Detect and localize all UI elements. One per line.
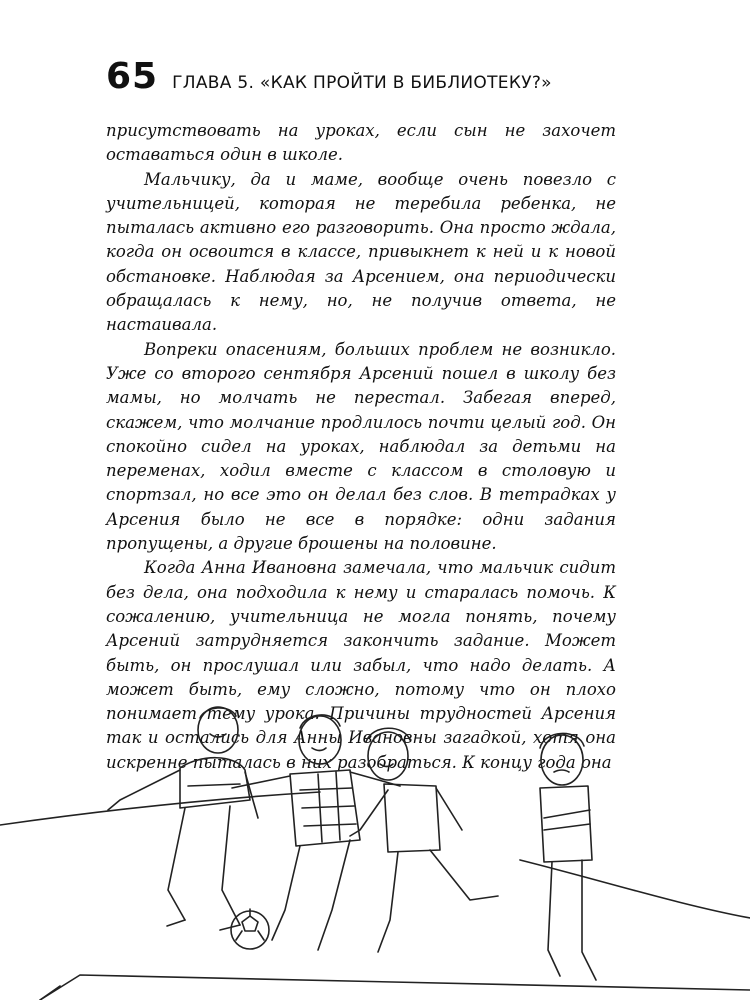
- bench-edge: [40, 986, 60, 1000]
- paragraph: присутствовать на уроках, если сын не захочет оставаться один в школе.: [106, 121, 616, 165]
- boy-center: [232, 715, 400, 950]
- page-number: 65: [106, 56, 159, 97]
- floor-line: [0, 792, 320, 825]
- body-text: [106, 119, 616, 775]
- paragraph: Когда Анна Ивановна замечала, что мальчик сидит без дела, она подходила к нему и старалась помочь. К сожалению, учительница не могла понять, почему Арсений затрудняется закончить задание. Может быть, он прослушал или забыл, что надо делать. А может быть, ему сложно, потому что он плохо понимает тему урока. Причины трудностей Арсения так и остались для Анны Ивановны загадкой, хотя она искренне пыталась в них разобраться. К концу года она: [106, 558, 616, 772]
- bench: [40, 975, 750, 1000]
- chapter-title: ГЛАВА 5. «КАК ПРОЙТИ В БИБЛИОТЕКУ?»: [172, 73, 552, 93]
- page-header: [106, 56, 552, 97]
- boy-running: [350, 728, 498, 952]
- floor-line: [520, 860, 750, 918]
- boy-left: [108, 707, 258, 930]
- illustration-boys-playing-football: [0, 690, 750, 1000]
- paragraph: Вопреки опасениям, больших проблем не возникло. Уже со второго сентября Арсений пошел в школу без мамы, но молчать не перестал. Забегая вперед, скажем, что молчание продлилось почти целый год. Он спокойно сидел на уроках, наблюдал за детьми на переменах, ходил вместе с классом в столовую и спортзал, но все это он делал без слов. В тетрадках у Арсения было не все в порядке: одни задания пропущены, а другие брошены на половине.: [106, 339, 616, 554]
- boy-standing: [540, 733, 596, 980]
- paragraph: Мальчику, да и маме, вообще очень повезло с учительницей, которая не теребила ребенка, не пыталась активно его разговорить. Она просто ждала, когда он освоится в классе, привыкнет к ней и к новой обстановке. Наблюдая за Арсением, она периодически обращалась к нему, но, не получив ответа, не настаивала.: [106, 169, 616, 335]
- soccer-ball: [231, 909, 269, 949]
